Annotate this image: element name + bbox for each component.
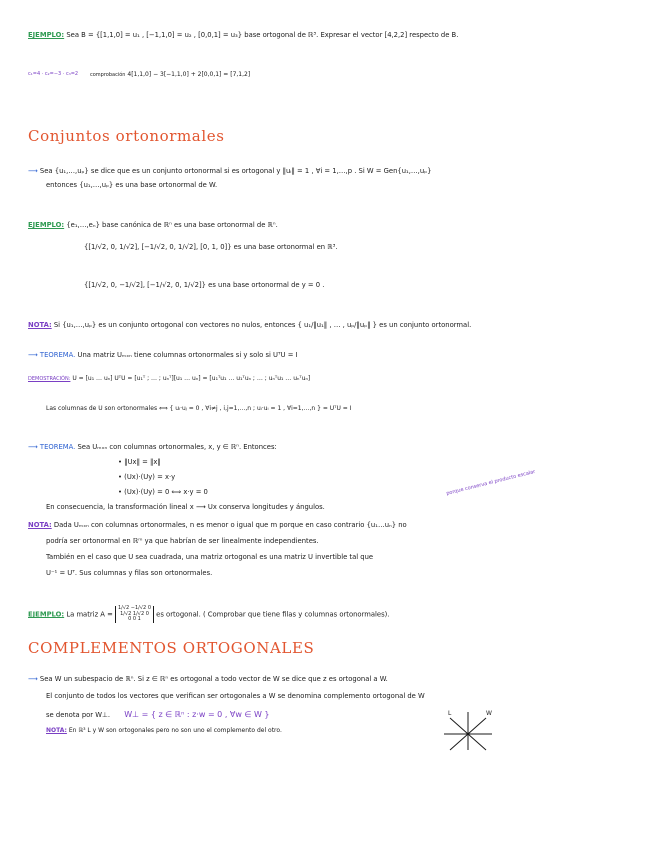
definition-line-2: entonces {u₁,…,uₚ} es una base ortonormal de W. bbox=[46, 181, 218, 189]
example-rest: base ortogonal de ℝ³. Expresar el vector [4,2,2] respecto de B. bbox=[244, 31, 459, 39]
definition-line-1: Sea {u₁,…,uₚ} se dice que es un conjunto ortonormal si es ortogonal y ‖uᵢ‖ = 1 , ∀i = 1,…,p . Si W = Gen{u₁,…,uₚ} bbox=[39, 167, 432, 175]
label-l: L bbox=[448, 710, 452, 717]
example-label: EJEMPLO: bbox=[28, 610, 65, 619]
consequence: En consecuencia, la transformación lineal x ⟶ Ux conserva longitudes y ángulos. bbox=[46, 503, 325, 511]
note-3 bbox=[46, 728, 282, 735]
matrix-row: 0 0 1 bbox=[128, 616, 141, 623]
label-w: W bbox=[486, 710, 492, 717]
arrow-icon: ⟶ bbox=[28, 675, 38, 683]
note-2-line-3: También en el caso que U sea cuadrada, una matriz ortogonal es una matriz U invertible tal que bbox=[46, 553, 374, 561]
note-2-line-1: Dada Uₘₓₙ con columnas ortonormales, n es menor o igual que m porque en caso contrario {u₁…uₙ} no bbox=[53, 521, 407, 529]
definition-complement bbox=[28, 676, 388, 684]
theorem-2 bbox=[28, 444, 277, 452]
arrow-icon: ⟶ bbox=[28, 167, 38, 175]
section-title-complements: COMPLEMENTOS ORTOGONALES bbox=[28, 639, 315, 657]
example-2-line-1: {e₁,…,eₙ} base canónica de ℝⁿ es una base ortonormal de ℝⁿ. bbox=[66, 221, 278, 229]
note-2-line-2: podría ser ortonormal en ℝᵐ ya que habrían de ser linealmente independientes. bbox=[46, 537, 319, 545]
arrow-icon: ⟶ bbox=[28, 443, 38, 451]
coefficients: c₁=4 · c₂=−3 · c₃=2 bbox=[28, 71, 79, 77]
note-1 bbox=[28, 322, 471, 330]
lines-figure bbox=[440, 706, 496, 752]
definition-2-line-3 bbox=[46, 710, 270, 720]
note-2-line-4: U⁻¹ = Uᵀ. Sus columnas y filas son ortonormales. bbox=[46, 569, 213, 577]
note-2 bbox=[28, 522, 407, 530]
example-1 bbox=[28, 32, 458, 40]
theorem-label: TEOREMA. bbox=[39, 443, 76, 451]
theorem-1-line-3: Las columnas de U son ortonormales ⟺ { uᵢ·uⱼ = 0 , ∀i≠j , i,j=1,…,n ; uᵢ·uᵢ = 1 , ∀i=1,…,n } = UᵀU = I bbox=[46, 405, 352, 412]
arrow-icon: ⟶ bbox=[28, 351, 38, 359]
note-label: NOTA: bbox=[46, 727, 67, 734]
definition-orthonormal bbox=[28, 168, 431, 176]
example-2 bbox=[28, 222, 278, 230]
theorem-2-bullet-3: • (Ux)·(Uy) = 0 ⟺ x·y = 0 bbox=[118, 488, 208, 496]
theorem-2-bullet-1: • ‖Ux‖ = ‖x‖ bbox=[118, 458, 161, 466]
matrix-a bbox=[115, 606, 154, 623]
example-2-line-3: {[1/√2, 0, −1/√2], [−1/√2, 0, 1/√2]} es una base ortonormal de y = 0 . bbox=[84, 281, 325, 289]
note-1-text: Si {u₁,…,uₚ} es un conjunto ortogonal con vectores no nulos, entonces { u₁/‖u₁‖ , … , uₚ/‖uₚ‖ } es un conjunto ortonormal. bbox=[53, 321, 472, 329]
proof-text: U = [u₁ … uₙ] UᵀU = [u₁ᵀ ; … ; uₙᵀ][u₁ … uₙ] = [u₁ᵀu₁ … u₁ᵀuₙ ; … ; uₙᵀu₁ … uₙᵀuₙ] bbox=[72, 375, 311, 382]
matrix-row: 1/√2 −1/√2 0 bbox=[117, 605, 151, 611]
example-3-pre: La matriz A = bbox=[66, 610, 113, 619]
definition-2-line-2: El conjunto de todos los vectores que verifican ser ortogonales a W se denomina complemento ortogonal de W bbox=[46, 692, 425, 700]
check-label: comprobación bbox=[90, 72, 126, 78]
example-text: Sea B = {[1,1,0] = u₁ , [−1,1,0] = u₂ , [0,0,1] = u₃} bbox=[66, 31, 243, 39]
section-title-orthonormal: Conjuntos ortonormales bbox=[28, 127, 225, 145]
proof-label: DEMOSTRACIÓN: bbox=[28, 376, 71, 382]
check-formula: 4[1,1,0] − 3[−1,1,0] + 2[0,0,1] = [7,1,2] bbox=[127, 71, 251, 78]
example-3 bbox=[28, 606, 389, 623]
theorem-1-text: Una matriz Uₘₓₙ tiene columnas ortonormales si y solo si UᵀU = I bbox=[77, 351, 298, 359]
check-line bbox=[90, 72, 250, 79]
theorem-2-text: Sea Uₘₓₙ con columnas ortonormales, x, y ∈ ℝⁿ. Entonces: bbox=[77, 443, 277, 451]
definition-2-line-1: Sea W un subespacio de ℝⁿ. Si z ∈ ℝⁿ es ortogonal a todo vector de W se dice que z es ortogonal a W. bbox=[39, 675, 388, 683]
theorem-label: TEOREMA. bbox=[39, 351, 76, 359]
theorem-2-bullet-2: • (Ux)·(Uy) = x·y bbox=[118, 473, 176, 481]
proof bbox=[28, 376, 310, 383]
complement-formula: W⊥ = { z ∈ ℝⁿ : z·w = 0 , ∀w ∈ W } bbox=[124, 710, 270, 719]
note-label: NOTA: bbox=[28, 321, 52, 329]
side-note: porque conserva el producto escalar bbox=[445, 468, 536, 497]
denote-text: se denota por W⊥. bbox=[46, 711, 111, 719]
example-label: EJEMPLO: bbox=[28, 31, 65, 39]
theorem-1 bbox=[28, 352, 298, 360]
example-2-line-2: {[1/√2, 0, 1/√2], [−1/√2, 0, 1/√2], [0, 1, 0]} es una base ortonormal en ℝ³. bbox=[84, 243, 338, 251]
example-3-post: es ortogonal. ( Comprobar que tiene filas y columnas ortonormales). bbox=[156, 610, 390, 619]
note-3-text: En ℝ³ L y W son ortogonales pero no son uno el complemento del otro. bbox=[68, 727, 282, 734]
note-label: NOTA: bbox=[28, 521, 52, 529]
example-label: EJEMPLO: bbox=[28, 221, 65, 229]
matrix-row: 1/√2 1/√2 0 bbox=[120, 610, 149, 617]
